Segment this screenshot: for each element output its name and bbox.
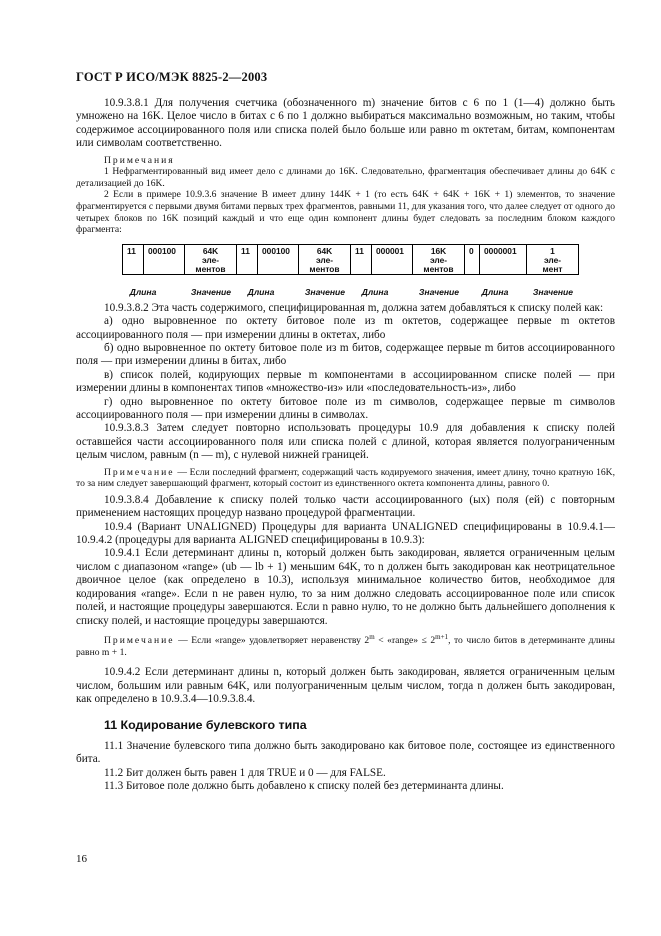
diagram-cell: 11 bbox=[122, 244, 144, 275]
diagram-cell: 000100 bbox=[143, 244, 185, 275]
notes-title: Примечания bbox=[104, 154, 175, 166]
page-number: 16 bbox=[76, 853, 87, 865]
section-heading-11: 11 Кодирование булевского типа bbox=[104, 717, 307, 732]
note-3 bbox=[76, 467, 615, 490]
diagram-label: Длина bbox=[361, 286, 389, 297]
note-text: < «range» ≤ 2 bbox=[374, 635, 436, 647]
superscript: m bbox=[369, 632, 375, 641]
list-item-g: г) одно выровненное по октету битовое поле из m символов, содержащее первые m символов ассоциированного поля — при измерении длины в символах. bbox=[76, 395, 615, 422]
note-1: 1 Нефрагментированный вид имеет дело с длинами до 16K. Следовательно, фрагментация обеспечивает длины до 64K с детализацией до 16K. bbox=[76, 166, 615, 189]
diagram-cell: 64K эле- ментов bbox=[184, 244, 237, 275]
fragmentation-diagram bbox=[76, 240, 615, 302]
diagram-label: Длина bbox=[247, 286, 275, 297]
document-body bbox=[76, 97, 615, 794]
diagram-cell: 1 эле- мент bbox=[526, 244, 579, 275]
paragraph-10-9-3-8-3: 10.9.3.8.3 Затем следует повторно использовать процедуры 10.9 для добавления к списку полей оставшейся части ассоциированного поля или списка полей с длиной, которая является полуограниченным целым числом, равным (n — m), с нулевой нижней границей. bbox=[76, 422, 615, 462]
note-2: 2 Если в примере 10.9.3.6 значение В имеет длину 144K + 1 (то есть 64K + 64K + 16K + 1) элементов, то значение фрагментируется с первыми двумя битами первых трех фрагментов, равными 11, для указания того, что далее следует от одного до четырех блоков по 16K позиций каждый и что еще один компонент длины будет следовать за последним блоком каждого фрагмента: bbox=[76, 189, 615, 236]
paragraph-11-2: 11.2 Бит должен быть равен 1 для TRUE и 0 — для FALSE. bbox=[104, 766, 386, 779]
diagram-label: Длина bbox=[481, 286, 509, 297]
diagram-label: Значение bbox=[418, 286, 460, 297]
diagram-cell: 0000001 bbox=[479, 244, 527, 275]
list-item-b: б) одно выровненное по октету битовое поле из m битов, содержащее первые m битов ассоциированного поля — при измерении длины в битах, либо bbox=[76, 342, 615, 368]
diagram-cell: 000001 bbox=[371, 244, 413, 275]
note-4 bbox=[76, 632, 615, 658]
list-item-a: а) одно выровненное по октету битовое поле из m октетов, содержащее первые m октетов ассоциированного поля — при измерении длины в октетах, либо bbox=[76, 315, 615, 341]
diagram-cell: 64K эле- ментов bbox=[298, 244, 351, 275]
diagram-cell: 11 bbox=[350, 244, 372, 275]
paragraph-10-9-4-2: 10.9.4.2 Если детерминант длины n, который должен быть закодирован, является ограниченным целым числом, большим или равным 64K, или полуограниченным целым числом, тогда n должен быть закодирован, как определено в 10.9.3.4—10.9.3.8.4. bbox=[76, 666, 615, 706]
paragraph-10-9-4-1: 10.9.4.1 Если детерминант длины n, который должен быть закодирован, является ограниченным целым числом с диапазоном «range» (ub — lb + 1) меньшим 64K, то n должен быть закодирован как неотрицательное двоичное целое (как определено в 10.3), используя минимальное количество битов, необходимое для кодирования «range». Если n не равен нулю, то за ним должно следовать ассоциированное поле или список полей, и настоящие процедуры завершаются. Если n равно нулю, то не должно быть дальнейшего дополнения к списку полей, и настоящие процедуры завершаются. bbox=[76, 547, 615, 627]
note-text: , то число битов в детерминанте длины равно m + 1. bbox=[76, 635, 615, 658]
list-item-v: в) список полей, кодирующих первые m компонентами в ассоциированном списке полей — при измерении длины в компонентах типов «множество-из» или «последовательность-из», либо bbox=[76, 368, 615, 395]
note-label: Примечание bbox=[104, 466, 175, 478]
diagram-cell: 0 bbox=[464, 244, 480, 275]
diagram-cell: 16K эле- ментов bbox=[412, 244, 465, 275]
superscript: m+1 bbox=[435, 632, 449, 641]
paragraph-10-9-3-8-4: 10.9.3.8.4 Добавление к списку полей только части ассоциированного (ых) поля (ей) с повторным применением настоящих процедур названо процедурой фрагментации. bbox=[76, 493, 615, 520]
note-label: Примечание bbox=[104, 635, 175, 647]
paragraph-10-9-4: 10.9.4 (Вариант UNALIGNED) Процедуры для варианта UNALIGNED специфицированы в 10.9.4.1—10.9.4.2 (процедуры для варианта ALIGNED специфицированы в 10.9.3): bbox=[76, 520, 615, 547]
paragraph-11-3: 11.3 Битовое поле должно быть добавлено к списку полей без детерминанта длины. bbox=[104, 780, 504, 793]
diagram-cell: 11 bbox=[236, 244, 258, 275]
diagram-label: Значение bbox=[532, 286, 574, 297]
diagram-label: Значение bbox=[304, 286, 346, 297]
note-text: — Если «range» удовлетворяет неравенству 2 bbox=[178, 635, 370, 647]
paragraph-11-1: 11.1 Значение булевского типа должно быть закодировано как битовое поле, состоящее из единственного бита. bbox=[76, 739, 615, 766]
diagram-label: Значение bbox=[190, 286, 232, 297]
diagram-cell: 000100 bbox=[257, 244, 299, 275]
document-header: ГОСТ Р ИСО/МЭК 8825-2—2003 bbox=[76, 70, 268, 84]
diagram-label: Длина bbox=[129, 286, 157, 297]
paragraph-10-9-3-8-1: 10.9.3.8.1 Для получения счетчика (обозначенного m) значение битов с 6 по 1 (1—4) должно быть умножено на 16K. Целое число в битах с 6 по 1 должно выбираться максимально возможным, но таким, чтобы содержимое ассоциированного поля или списка полей было больше или равно m октетам, битам, компонентам или символам соответственно. bbox=[76, 97, 615, 150]
note-text: — Если последний фрагмент, содержащий часть кодируемого значения, имеет длину, точно кратную 16K, то за ним следует завершающий фрагмент, который состоит из единственного октета компонента длины, равного 0. bbox=[76, 466, 616, 490]
paragraph-10-9-3-8-2: 10.9.3.8.2 Эта часть содержимого, специфицированная m, должна затем добавляться к списку полей как: bbox=[104, 301, 604, 314]
